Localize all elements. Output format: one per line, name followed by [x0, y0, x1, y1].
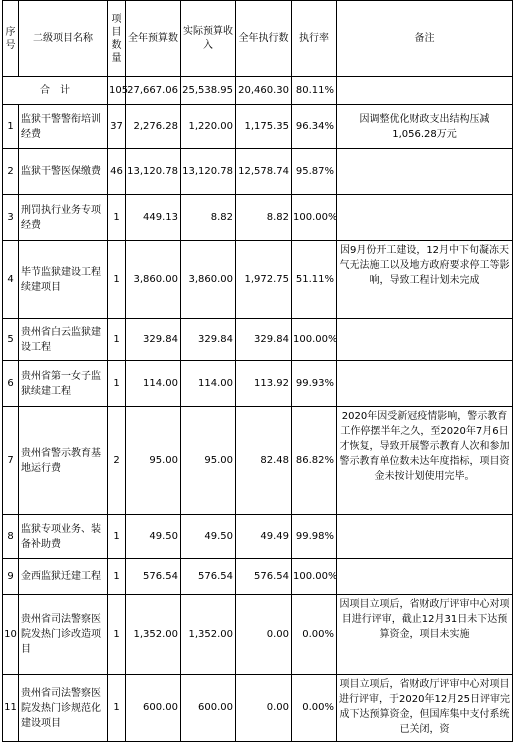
header-rate: 执行率 — [292, 1, 337, 77]
total-label: 合 计 — [3, 77, 108, 105]
row-seq: 2 — [3, 149, 19, 195]
row-exec: 12,578.74 — [236, 149, 292, 195]
row-budget: 449.13 — [126, 195, 181, 241]
row-rate: 99.98% — [292, 515, 337, 559]
header-note: 备注 — [337, 1, 513, 77]
table-row — [3, 241, 513, 319]
row-exec: 8.82 — [236, 195, 292, 241]
row-rate: 96.34% — [292, 105, 337, 149]
row-budget: 576.54 — [126, 559, 181, 595]
row-exec: 113.92 — [236, 361, 292, 407]
row-seq: 11 — [3, 675, 19, 742]
row-seq: 7 — [3, 407, 19, 515]
header-actual: 实际预算收入 — [181, 1, 236, 77]
row-count: 1 — [108, 559, 126, 595]
row-note: 因项目立项后，省财政厅评审中心对项目进行评审，截止12月31日未下达预算资金，项目未实施 — [337, 595, 513, 675]
row-exec: 1,972.75 — [236, 241, 292, 319]
row-actual: 576.54 — [181, 559, 236, 595]
row-seq: 1 — [3, 105, 19, 149]
row-exec: 0.00 — [236, 595, 292, 675]
row-exec: 82.48 — [236, 407, 292, 515]
row-actual: 329.84 — [181, 319, 236, 361]
table-row — [3, 515, 513, 559]
table-row — [3, 149, 513, 195]
row-name: 贵州省白云监狱建设工程 — [19, 319, 108, 361]
row-rate: 100.00% — [292, 559, 337, 595]
row-actual: 8.82 — [181, 195, 236, 241]
budget-execution-table — [2, 0, 513, 742]
row-actual: 95.00 — [181, 407, 236, 515]
row-budget: 2,276.28 — [126, 105, 181, 149]
row-exec: 576.54 — [236, 559, 292, 595]
row-note — [337, 195, 513, 241]
header-exec: 全年执行数 — [236, 1, 292, 77]
header-count: 项目数量 — [108, 1, 126, 77]
table-row — [3, 319, 513, 361]
row-budget: 114.00 — [126, 361, 181, 407]
row-actual: 1,220.00 — [181, 105, 236, 149]
total-note — [337, 77, 513, 105]
row-note: 项目立项后，省财政厅评审中心对项目进行评审，于2020年12月25日评审完成下达预算资金，但国库集中支付系统已关闭，资 — [337, 675, 513, 742]
row-note: 因调整优化财政支出结构压减1,056.28万元 — [337, 105, 513, 149]
row-seq: 4 — [3, 241, 19, 319]
table-row — [3, 675, 513, 742]
row-rate: 0.00% — [292, 595, 337, 675]
row-budget: 1,352.00 — [126, 595, 181, 675]
row-budget: 329.84 — [126, 319, 181, 361]
row-count: 1 — [108, 675, 126, 742]
total-rate: 80.11% — [292, 77, 337, 105]
row-note — [337, 319, 513, 361]
row-count: 46 — [108, 149, 126, 195]
row-rate: 0.00% — [292, 675, 337, 742]
row-rate: 100.00% — [292, 195, 337, 241]
header-row — [3, 1, 513, 77]
row-actual: 1,352.00 — [181, 595, 236, 675]
row-count: 1 — [108, 241, 126, 319]
row-count: 37 — [108, 105, 126, 149]
row-actual: 600.00 — [181, 675, 236, 742]
row-name: 贵州省第一女子监狱续建工程 — [19, 361, 108, 407]
table-row — [3, 361, 513, 407]
row-budget: 3,860.00 — [126, 241, 181, 319]
row-actual: 114.00 — [181, 361, 236, 407]
header-budget: 全年预算数 — [126, 1, 181, 77]
row-note: 2020年因受新冠疫情影响，警示教育工作停摆半年之久，至2020年7月6日才恢复，导致开展警示教育人次和参加警示教育单位数未达年度指标，项目资金未按计划使用完毕。 — [337, 407, 513, 515]
row-note — [337, 149, 513, 195]
total-row — [3, 77, 513, 105]
row-name: 监狱干警医保缴费 — [19, 149, 108, 195]
total-exec: 20,460.30 — [236, 77, 292, 105]
table-row — [3, 407, 513, 515]
row-rate: 86.82% — [292, 407, 337, 515]
row-seq: 10 — [3, 595, 19, 675]
total-budget: 27,667.06 — [126, 77, 181, 105]
row-budget: 49.50 — [126, 515, 181, 559]
row-count: 1 — [108, 361, 126, 407]
row-seq: 8 — [3, 515, 19, 559]
table-row — [3, 105, 513, 149]
header-seq: 序号 — [3, 1, 19, 77]
row-actual: 49.50 — [181, 515, 236, 559]
row-seq: 3 — [3, 195, 19, 241]
row-actual: 13,120.78 — [181, 149, 236, 195]
row-seq: 6 — [3, 361, 19, 407]
row-name: 贵州省司法警察医院发热门诊改造项目 — [19, 595, 108, 675]
row-exec: 49.49 — [236, 515, 292, 559]
row-count: 1 — [108, 195, 126, 241]
row-actual: 3,860.00 — [181, 241, 236, 319]
row-note — [337, 559, 513, 595]
row-count: 1 — [108, 319, 126, 361]
row-budget: 600.00 — [126, 675, 181, 742]
row-name: 贵州省司法警察医院发热门诊规范化建设项目 — [19, 675, 108, 742]
row-rate: 95.87% — [292, 149, 337, 195]
row-name: 贵州省警示教育基地运行费 — [19, 407, 108, 515]
row-exec: 1,175.35 — [236, 105, 292, 149]
row-count: 2 — [108, 407, 126, 515]
row-exec: 329.84 — [236, 319, 292, 361]
total-count: 105 — [108, 77, 126, 105]
table-row — [3, 595, 513, 675]
row-name: 毕节监狱建设工程续建项目 — [19, 241, 108, 319]
row-seq: 9 — [3, 559, 19, 595]
row-seq: 5 — [3, 319, 19, 361]
row-budget: 13,120.78 — [126, 149, 181, 195]
row-name: 监狱干警警衔培训经费 — [19, 105, 108, 149]
header-name: 二级项目名称 — [19, 1, 108, 77]
row-name: 金西监狱迁建工程 — [19, 559, 108, 595]
row-name: 监狱专项业务、装备补助费 — [19, 515, 108, 559]
row-note — [337, 515, 513, 559]
row-rate: 51.11% — [292, 241, 337, 319]
total-actual: 25,538.95 — [181, 77, 236, 105]
row-rate: 100.00% — [292, 319, 337, 361]
row-note: 因9月份开工建设，12月中下旬凝冻天气无法施工以及地方政府要求停工等影响，导致工程计划未完成 — [337, 241, 513, 319]
row-count: 1 — [108, 515, 126, 559]
row-exec: 0.00 — [236, 675, 292, 742]
table-row — [3, 559, 513, 595]
row-rate: 99.93% — [292, 361, 337, 407]
row-count: 1 — [108, 595, 126, 675]
row-note — [337, 361, 513, 407]
row-name: 刑罚执行业务专项经费 — [19, 195, 108, 241]
table-row — [3, 195, 513, 241]
row-budget: 95.00 — [126, 407, 181, 515]
